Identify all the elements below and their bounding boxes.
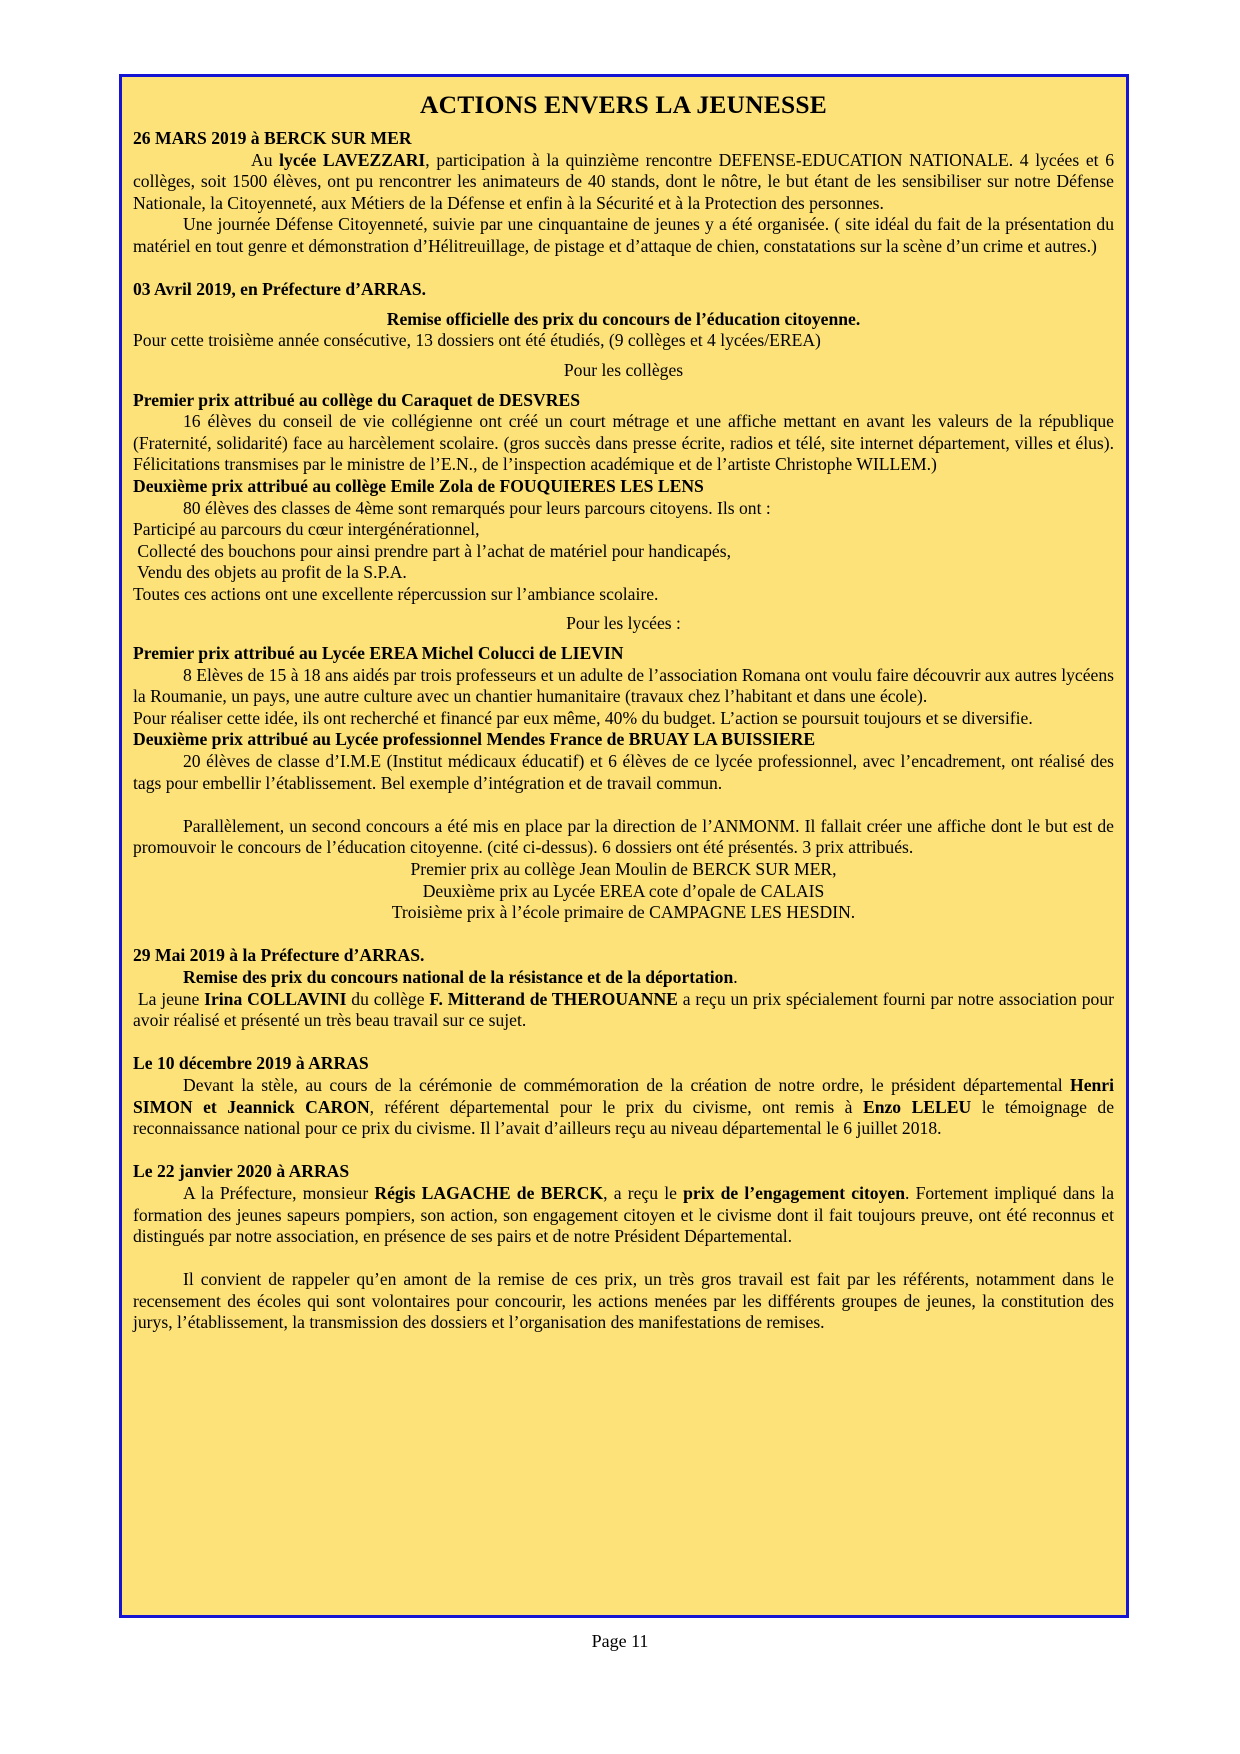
prize-list-item: Vendu des objets au profit de la S.P.A. — [133, 562, 407, 583]
prize-list-item: Collecté des bouchons pour ainsi prendre part à l’achat de matériel pour handicapés, — [133, 540, 731, 561]
prize-heading: Premier prix attribué au Lycée EREA Michel Colucci de LIEVIN — [133, 643, 624, 664]
section-paragraph — [133, 989, 1114, 1032]
text-bold: F. Mitterand de THEROUANNE — [429, 988, 678, 1009]
spacer — [133, 301, 1114, 309]
spacer — [133, 1248, 1114, 1270]
text: a reçu un prix spécialement fourni par notre association pour avoir réalisé et présenté un très beau travail sur ce sujet. — [133, 988, 1115, 1031]
prize-text: 20 élèves de classe d’I.M.E (Institut médicaux éducatif) et 6 élèves de ce lycée professionnel, avec l’encadrement, ont réalisé des tags pour embellir l’établissement. Bel exemple d’intégration et de travail commun. — [133, 751, 1114, 793]
text: le témoignage de reconnaissance national pour ce prix du civisme. Il l’avait d’ailleurs reçu au niveau départemental le 6 juillet 2018. — [133, 1096, 1115, 1139]
text: , participation à la quinzième rencontre DEFENSE-EDUCATION NATIONALE. 4 lycées et 6 collèges, soit 1500 élèves, ont pu rencontrer les animateurs de 40 stands, dont le nôtre, le but étant de les sensibiliser sur notre Défense Nationale, la Citoyenneté, aux Métiers de la Défense et enfin à la Sécurité et à la Protection des personnes. — [133, 149, 1114, 213]
text: La jeune — [133, 988, 205, 1009]
contest-winner: Premier prix au collège Jean Moulin de BERCK SUR MER, — [410, 859, 837, 879]
text: . Fortement impliqué dans la formation des jeunes sapeurs pompiers, son action, son engagement citoyen et le civisme dont il fait toujours preuve, ont été reconnus et distingués par notre association, en présence de ses pairs et de notre Président Départemental. — [133, 1182, 1115, 1247]
spacer — [133, 794, 1114, 816]
prize-list-item: Toutes ces actions ont une excellente répercussion sur l’ambiance scolaire. — [133, 583, 659, 604]
prize-text: Pour réaliser cette idée, ils ont recherché et financé par eux même, 40% du budget. L’action se poursuit toujours et se diversifie. — [133, 707, 1033, 728]
spacer — [133, 258, 1114, 280]
spacer — [133, 352, 1114, 360]
spacer — [133, 635, 1114, 643]
section-paragraph — [133, 1183, 1114, 1248]
prize-text: 16 élèves du conseil de vie collégienne ont créé un court métrage et une affiche mettant en avant les valeurs de la république (Fraternité, solidarité) face au harcèlement scolaire. (gros succès dans presse écrite, radios et télé, site internet département, villes et élus). Félicitations transmises par le ministre de l’E.N., de l’inspection académique et de l’artiste Christophe WILLEM.) — [133, 411, 1114, 475]
section-heading-arras-mai: 29 Mai 2019 à la Préfecture d’ARRAS. — [133, 945, 425, 966]
text: du collège — [346, 988, 430, 1009]
text-bold: Régis LAGACHE de BERCK — [374, 1182, 604, 1203]
section-paragraph: Parallèlement, un second concours a été mis en place par la direction de l’ANMONM. Il fallait créer une affiche dont le but est de promouvoir le concours de l’éducation citoyenne. (cité ci-dessus). 6 dossiers ont été présentés. 3 prix attribués. — [133, 815, 1114, 858]
section-subheading — [133, 967, 1114, 989]
spacer — [133, 1032, 1114, 1054]
text-bold: Irina COLLAVINI — [204, 988, 347, 1009]
section-paragraph: Il convient de rappeler qu’en amont de la remise de ces prix, un très gros travail est fait par les référents, notamment dans le recensement des écoles qui sont volontaires pour concourir, les actions menées par les différents groupes de jeunes, la constitution des jurys, l’établissement, la transmission des dossiers et l’organisation des manifestations de remises. — [133, 1269, 1114, 1333]
lycees-label: Pour les lycées : — [566, 613, 681, 634]
section-paragraph — [133, 150, 1114, 215]
text-bold: prix de l’engagement citoyen — [683, 1182, 905, 1203]
spacer — [133, 1140, 1114, 1162]
section-heading-decembre: Le 10 décembre 2019 à ARRAS — [133, 1053, 369, 1074]
section-heading-berck: 26 MARS 2019 à BERCK SUR MER — [133, 128, 412, 148]
page-title: ACTIONS ENVERS LA JEUNESSE — [420, 90, 827, 119]
prize-heading: Deuxième prix attribué au collège Emile Zola de FOUQUIERES LES LENS — [133, 475, 704, 496]
section-heading-janvier: Le 22 janvier 2020 à ARRAS — [133, 1161, 350, 1182]
prize-heading: Premier prix attribué au collège du Caraquet de DESVRES — [133, 389, 580, 410]
text-bold: lycée LAVEZZARI — [279, 149, 426, 170]
text: Au — [251, 149, 280, 170]
contest-winner: Deuxième prix au Lycée EREA cote d’opale de CALAIS — [422, 880, 825, 901]
prize-text: 8 Elèves de 15 à 18 ans aidés par trois professeurs et un adulte de l’association Romana ont voulu faire découvrir aux autres lycéens la Roumanie, un pays, une autre culture avec un chantier humanitaire (travaux chez l’habitant et dans une école). — [133, 664, 1114, 707]
text: A la Préfecture, monsieur — [183, 1182, 375, 1203]
page-number: Page 11 — [591, 1631, 649, 1651]
prize-heading: Deuxième prix attribué au Lycée professionnel Mendes France de BRUAY LA BUISSIERE — [133, 729, 816, 750]
spacer — [133, 605, 1114, 613]
contest-winner: Troisième prix à l’école primaire de CAMPAGNE LES HESDIN. — [391, 902, 856, 923]
text: , a reçu le — [603, 1182, 684, 1203]
prize-text: 80 élèves des classes de 4ème sont remarqués pour leurs parcours citoyens. Ils ont : — [183, 497, 771, 518]
colleges-label: Pour les collèges — [563, 359, 684, 380]
text: , référent départemental pour le prix du civisme, ont remis à — [369, 1096, 863, 1117]
prize-list-item: Participé au parcours du cœur intergénérationnel, — [133, 519, 480, 540]
section-heading-arras-avril: 03 Avril 2019, en Préfecture d’ARRAS. — [133, 279, 427, 300]
text: Devant la stèle, au cours de la cérémonie de commémoration de la création de notre ordre, le président départemental — [183, 1074, 1071, 1095]
text: . — [733, 966, 738, 987]
spacer — [133, 382, 1114, 390]
text-bold: Henri SIMON et Jeannick CARON — [133, 1074, 1114, 1117]
spacer — [133, 924, 1114, 946]
section-paragraph: Une journée Défense Citoyenneté, suivie par une cinquantaine de jeunes y a été organisée. ( site idéal du fait de la présentation du matériel en tout genre et démonstration d’Hélitreuillage, de pistage et d’attaque de chien, constatations sur la scène d’un crime et autres.) — [133, 214, 1114, 256]
section-subheading: Remise officielle des prix du concours de l’éducation citoyenne. — [386, 308, 861, 329]
section-paragraph: Pour cette troisième année consécutive, 13 dossiers ont été étudiés, (9 collèges et 4 lycées/EREA) — [133, 330, 821, 351]
text-bold: Enzo LELEU — [862, 1096, 972, 1117]
section-paragraph — [133, 1075, 1114, 1140]
content-frame — [119, 74, 1129, 1618]
text-bold: Remise des prix du concours national de la résistance et de la déportation — [183, 966, 734, 987]
